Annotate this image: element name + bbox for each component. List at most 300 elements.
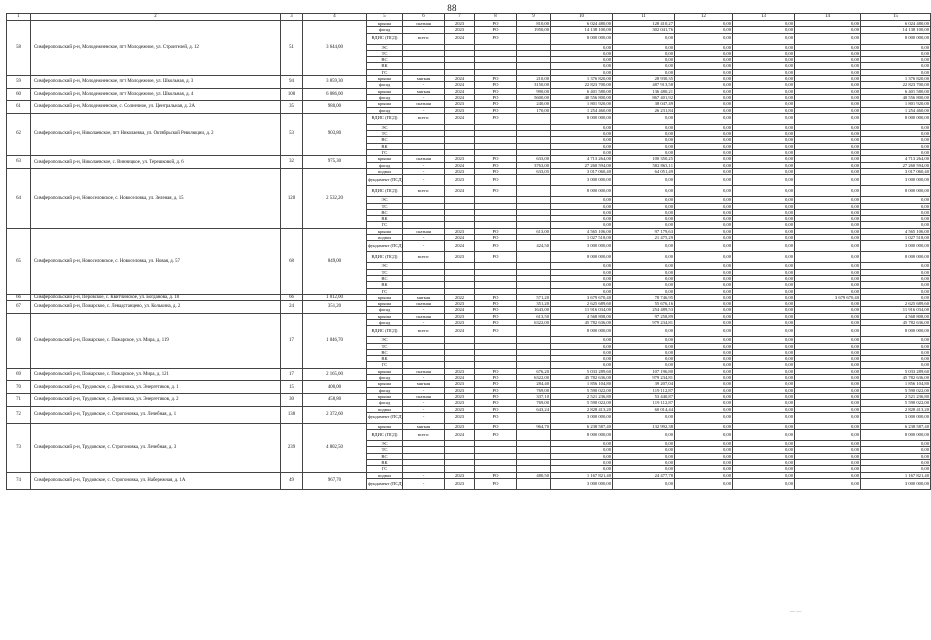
cell-col-9: 6322,00 xyxy=(517,319,551,325)
cell-col-5: крыша xyxy=(367,381,403,387)
apartments-count: 17 xyxy=(281,368,303,381)
cell-col-11: 0,00 xyxy=(613,275,675,281)
area-cell: 849,00 xyxy=(303,228,367,294)
cell-col-10: 0,00 xyxy=(551,263,613,269)
cell-col-5: фасад xyxy=(367,82,403,88)
cell-col-12: 0,00 xyxy=(675,326,733,337)
cell-col-13: 0,00 xyxy=(733,241,795,252)
cell-col-6: - xyxy=(403,319,445,325)
cell-col-5: крыша xyxy=(367,423,403,429)
cell-col-15: 40 556 800,00 xyxy=(861,94,931,100)
cell-col-10: 0,00 xyxy=(551,197,613,203)
cell-col-10: 5 033 289,60 xyxy=(551,368,613,374)
cell-col-15: 5 033 289,60 xyxy=(861,368,931,374)
cell-col-10: 8 000 000,00 xyxy=(551,186,613,197)
cell-col-12: 0,00 xyxy=(675,460,733,466)
cell-col-13: 0,00 xyxy=(733,356,795,362)
cell-col-12: 0,00 xyxy=(675,175,733,186)
cell-col-15: 0,00 xyxy=(861,137,931,143)
cell-col-7: 2024 xyxy=(445,307,475,313)
apartments-count: 17 xyxy=(281,313,303,368)
cell-col-9: 6322,00 xyxy=(517,375,551,381)
cell-col-9 xyxy=(517,175,551,186)
cell-col-11: 107 196,80 xyxy=(613,368,675,374)
cell-col-11: 26 231,84 xyxy=(613,107,675,113)
cell-col-8: РО xyxy=(475,241,517,252)
cell-col-11: 0,00 xyxy=(613,33,675,44)
cell-col-6: всего: xyxy=(403,326,445,337)
cell-col-11: 0,00 xyxy=(613,282,675,288)
cell-col-6: скатная xyxy=(403,313,445,319)
cell-col-9: 613,50 xyxy=(517,313,551,319)
cell-col-15: 0,00 xyxy=(861,294,931,300)
cell-col-6: - xyxy=(403,107,445,113)
cell-col-15: 2 828 413,20 xyxy=(861,406,931,412)
cell-col-11: 132 992,38 xyxy=(613,423,675,429)
cell-col-10: 0,00 xyxy=(551,447,613,453)
cell-col-15: 22 823 700,00 xyxy=(861,82,931,88)
apartments-count: 120 xyxy=(281,168,303,228)
cell-col-9 xyxy=(517,412,551,423)
cell-col-5: ЭС xyxy=(367,441,403,447)
cell-col-14: 0,00 xyxy=(795,313,861,319)
cell-col-5: крыша xyxy=(367,156,403,162)
cell-col-10: 6 238 587,40 xyxy=(551,423,613,429)
cell-col-5: подвал xyxy=(367,235,403,241)
cell-col-8: РО xyxy=(475,412,517,423)
cell-col-13: 0,00 xyxy=(733,423,795,429)
cell-col-5: ВДИС (ПСД) xyxy=(367,186,403,197)
row-number: 66 xyxy=(7,294,31,300)
cell-col-7: 2023 xyxy=(445,472,475,478)
cell-col-13: 0,00 xyxy=(733,33,795,44)
cell-col-10: 0,00 xyxy=(551,356,613,362)
cell-col-14: 0,00 xyxy=(795,319,861,325)
cell-col-8: РО xyxy=(475,27,517,33)
header-col-14: 14 xyxy=(795,14,861,21)
cell-col-12: 0,00 xyxy=(675,63,733,69)
cell-col-7: 2024 xyxy=(445,33,475,44)
cell-col-11: 0,00 xyxy=(613,263,675,269)
cell-col-6: скатная xyxy=(403,21,445,27)
cell-col-14: 0,00 xyxy=(795,82,861,88)
cell-col-7: 2024 xyxy=(445,235,475,241)
cell-col-12: 0,00 xyxy=(675,356,733,362)
cell-col-14: 0,00 xyxy=(795,76,861,82)
cell-col-11: 0,00 xyxy=(613,124,675,130)
cell-col-6: скатная xyxy=(403,393,445,399)
cell-col-10: 0,00 xyxy=(551,63,613,69)
cell-col-15: 1 376 820,00 xyxy=(861,76,931,82)
cell-col-5: ВДИС (ПСД) xyxy=(367,33,403,44)
cell-col-14: 0,00 xyxy=(795,375,861,381)
cell-col-8: РО xyxy=(475,175,517,186)
header-col-11: 11 xyxy=(613,14,675,21)
cell-col-6: - xyxy=(403,307,445,313)
apartments-count: 239 xyxy=(281,423,303,472)
cell-col-5: ЭС xyxy=(367,44,403,50)
cell-col-11: 0,00 xyxy=(613,349,675,355)
header-col-9: 9 xyxy=(517,14,551,21)
cell-col-14: 3 679 670,40 xyxy=(795,294,861,300)
cell-col-15: 0,00 xyxy=(861,216,931,222)
cell-col-5: ГС xyxy=(367,466,403,472)
cell-col-5: ВС xyxy=(367,275,403,281)
cell-col-15: 2 521 236,80 xyxy=(861,393,931,399)
cell-col-15: 0,00 xyxy=(861,362,931,368)
cell-col-15: 4 568 808,00 xyxy=(861,313,931,319)
cell-col-6: - xyxy=(403,472,445,478)
header-col-3: 3 xyxy=(281,14,303,21)
area-cell: 903,80 xyxy=(303,113,367,155)
cell-col-10: 1 856 104,80 xyxy=(551,381,613,387)
cell-col-12: 0,00 xyxy=(675,44,733,50)
cell-col-13: 0,00 xyxy=(733,235,795,241)
cell-col-8: РО xyxy=(475,423,517,429)
cell-col-7: 2023 xyxy=(445,387,475,393)
cell-col-12: 0,00 xyxy=(675,430,733,441)
apartments-count: 53 xyxy=(281,113,303,155)
cell-col-5: ВС xyxy=(367,209,403,215)
cell-col-8: РО xyxy=(475,430,517,441)
cell-col-15: 3 017 060,40 xyxy=(861,168,931,174)
cell-col-13: 0,00 xyxy=(733,143,795,149)
cell-col-13: 0,00 xyxy=(733,301,795,307)
cell-col-15: 0,00 xyxy=(861,131,931,137)
cell-col-13: 0,00 xyxy=(733,50,795,56)
cell-col-15: 0,00 xyxy=(861,263,931,269)
row-number: 65 xyxy=(7,228,31,294)
cell-col-15: 0,00 xyxy=(861,349,931,355)
cell-col-7: 2023 xyxy=(445,319,475,325)
cell-col-10: 3 679 670,40 xyxy=(551,294,613,300)
cell-col-11: 55 676,16 xyxy=(613,301,675,307)
cell-col-7: 2024 xyxy=(445,113,475,124)
cell-col-5: крыша xyxy=(367,368,403,374)
cell-col-15: 14 138 100,00 xyxy=(861,27,931,33)
cell-col-10: 0,00 xyxy=(551,282,613,288)
cell-col-12: 0,00 xyxy=(675,113,733,124)
cell-col-11: 60 014,44 xyxy=(613,406,675,412)
cell-col-14: 0,00 xyxy=(795,301,861,307)
cell-col-15: 1 856 104,80 xyxy=(861,381,931,387)
cell-col-12: 0,00 xyxy=(675,423,733,429)
cell-col-10: 4 568 808,00 xyxy=(551,313,613,319)
cell-col-14: 0,00 xyxy=(795,393,861,399)
cell-col-12: 0,00 xyxy=(675,441,733,447)
cell-col-10: 0,00 xyxy=(551,216,613,222)
cell-col-9: 769,00 xyxy=(517,400,551,406)
cell-col-15: 0,00 xyxy=(861,275,931,281)
cell-col-15: 0,00 xyxy=(861,337,931,343)
cell-col-5: ТС xyxy=(367,131,403,137)
cell-col-6: - xyxy=(403,400,445,406)
apartments-count: 32 xyxy=(281,156,303,169)
cell-col-14: 0,00 xyxy=(795,69,861,75)
cell-col-9: 643,24 xyxy=(517,406,551,412)
cell-col-13: 0,00 xyxy=(733,263,795,269)
cell-col-6: - xyxy=(403,478,445,489)
cell-col-13: 0,00 xyxy=(733,156,795,162)
cell-col-6: всего: xyxy=(403,33,445,44)
cell-col-14: 0,00 xyxy=(795,387,861,393)
row-number: 67 xyxy=(7,301,31,314)
cell-col-8: РО xyxy=(475,319,517,325)
cell-col-15: 8 000 000,00 xyxy=(861,33,931,44)
cell-col-5: фасад xyxy=(367,162,403,168)
cell-col-7: 2024 xyxy=(445,186,475,197)
cell-col-9: 1950,00 xyxy=(517,27,551,33)
cell-col-11: 64 051,49 xyxy=(613,168,675,174)
cell-col-11: 0,00 xyxy=(613,113,675,124)
cell-col-15: 3 000 000,00 xyxy=(861,412,931,423)
cell-col-6: всего: xyxy=(403,430,445,441)
cell-col-9 xyxy=(517,478,551,489)
cell-col-9: 769,00 xyxy=(517,387,551,393)
cell-col-12: 0,00 xyxy=(675,94,733,100)
address-cell: Симферопольский р-н, Молодежненское, пгт Молодежное, ул. Школьная, д. 3 xyxy=(31,76,281,89)
cell-col-5: фасад xyxy=(367,107,403,113)
cell-col-9: 3150,00 xyxy=(517,82,551,88)
cell-col-8: РО xyxy=(475,301,517,307)
cell-col-14: 0,00 xyxy=(795,113,861,124)
cell-col-14: 0,00 xyxy=(795,44,861,50)
cell-col-14: 0,00 xyxy=(795,186,861,197)
cell-col-12: 0,00 xyxy=(675,203,733,209)
cell-col-13: 0,00 xyxy=(733,21,795,27)
cell-col-10: 11 916 034,00 xyxy=(551,307,613,313)
cell-col-14: 0,00 xyxy=(795,150,861,156)
cell-col-13: 0,00 xyxy=(733,57,795,63)
cell-col-7: 2023 xyxy=(445,228,475,234)
cell-col-5: ВК xyxy=(367,282,403,288)
cell-col-12: 0,00 xyxy=(675,269,733,275)
cell-col-13: 0,00 xyxy=(733,362,795,368)
cell-col-7: 2024 xyxy=(445,375,475,381)
cell-col-13: 0,00 xyxy=(733,453,795,459)
cell-col-6: - xyxy=(403,162,445,168)
cell-col-7: 2024 xyxy=(445,326,475,337)
cell-col-13: 0,00 xyxy=(733,381,795,387)
cell-col-14: 0,00 xyxy=(795,263,861,269)
cell-col-11: 0,00 xyxy=(613,412,675,423)
cell-col-11: 38 047,49 xyxy=(613,101,675,107)
apartments-count: 35 xyxy=(281,101,303,114)
cell-col-12: 0,00 xyxy=(675,57,733,63)
address-cell: Симферопольский р-н, Молодежненское, пгт Молодежное, ул. Школьная, д. 4 xyxy=(31,88,281,101)
cell-col-13: 0,00 xyxy=(733,375,795,381)
cell-col-15: 3 000 000,00 xyxy=(861,175,931,186)
cell-col-14: 0,00 xyxy=(795,412,861,423)
cell-col-10: 0,00 xyxy=(551,362,613,368)
cell-col-14: 0,00 xyxy=(795,275,861,281)
cell-col-8: РО xyxy=(475,228,517,234)
cell-col-7: 2023 xyxy=(445,175,475,186)
cell-col-5: фасад xyxy=(367,387,403,393)
cell-col-13: 0,00 xyxy=(733,326,795,337)
cell-col-7: 2023 xyxy=(445,313,475,319)
cell-col-11: 254 489,53 xyxy=(613,307,675,313)
cell-col-14: 0,00 xyxy=(795,137,861,143)
cell-col-11: 0,00 xyxy=(613,343,675,349)
cell-col-6: мягкая xyxy=(403,381,445,387)
cell-col-11: 0,00 xyxy=(613,63,675,69)
cell-col-6: скатная xyxy=(403,368,445,374)
cell-col-10: 1 254 460,00 xyxy=(551,107,613,113)
cell-col-9: 170,00 xyxy=(517,107,551,113)
cell-col-15: 6 238 587,40 xyxy=(861,423,931,429)
cell-col-11: 39 207,04 xyxy=(613,381,675,387)
cell-col-6: всего: xyxy=(403,186,445,197)
cell-col-14: 0,00 xyxy=(795,131,861,137)
cell-col-6: скатная xyxy=(403,156,445,162)
cell-col-14: 0,00 xyxy=(795,406,861,412)
cell-col-5: фасад xyxy=(367,307,403,313)
cell-col-12: 0,00 xyxy=(675,406,733,412)
cell-col-12: 0,00 xyxy=(675,137,733,143)
area-cell: 6 086,00 xyxy=(303,88,367,101)
cell-col-8: РО xyxy=(475,326,517,337)
cell-col-15: 0,00 xyxy=(861,466,931,472)
apartments-count: 94 xyxy=(281,76,303,89)
cell-col-15: 8 000 000,00 xyxy=(861,113,931,124)
row-number: 73 xyxy=(7,423,31,472)
cell-col-14: 0,00 xyxy=(795,269,861,275)
cell-col-11: 78 746,95 xyxy=(613,294,675,300)
cell-col-10: 40 556 800,00 xyxy=(551,94,613,100)
cell-col-10: 0,00 xyxy=(551,209,613,215)
document-sheet xyxy=(6,13,929,490)
cell-col-5: ТС xyxy=(367,203,403,209)
cell-col-9 xyxy=(517,33,551,44)
cell-col-12: 0,00 xyxy=(675,143,733,149)
cell-col-10: 0,00 xyxy=(551,466,613,472)
cell-col-13: 0,00 xyxy=(733,197,795,203)
cell-col-14: 0,00 xyxy=(795,216,861,222)
cell-col-14: 0,00 xyxy=(795,307,861,313)
cell-col-6: мягкая xyxy=(403,423,445,429)
cell-col-8: РО xyxy=(475,162,517,168)
cell-col-6: мягкая xyxy=(403,88,445,94)
cell-col-10: 0,00 xyxy=(551,44,613,50)
cell-col-15: 8 000 000,00 xyxy=(861,430,931,441)
cell-col-13: 0,00 xyxy=(733,430,795,441)
cell-col-7: 2023 xyxy=(445,301,475,307)
cell-col-7: 2024 xyxy=(445,82,475,88)
cell-col-13: 0,00 xyxy=(733,101,795,107)
cell-col-12: 0,00 xyxy=(675,307,733,313)
header-row xyxy=(7,14,931,21)
cell-col-12: 0,00 xyxy=(675,313,733,319)
cell-col-11: 0,00 xyxy=(613,362,675,368)
cell-col-14: 0,00 xyxy=(795,252,861,263)
cell-col-5: фундамент (ПСД) xyxy=(367,241,403,252)
area-cell: 1 046,70 xyxy=(303,313,367,368)
row-number: 63 xyxy=(7,156,31,169)
cell-col-12: 0,00 xyxy=(675,82,733,88)
cell-col-15: 4 565 106,00 xyxy=(861,228,931,234)
cell-col-15: 0,00 xyxy=(861,282,931,288)
cell-col-12: 0,00 xyxy=(675,21,733,27)
cell-col-8: РО xyxy=(475,33,517,44)
row-number: 74 xyxy=(7,472,31,489)
cell-col-7: 2024 xyxy=(445,88,475,94)
cell-col-12: 0,00 xyxy=(675,156,733,162)
cell-col-11: 0,00 xyxy=(613,203,675,209)
cell-col-10: 8 000 000,00 xyxy=(551,33,613,44)
cell-col-12: 0,00 xyxy=(675,252,733,263)
cell-col-10: 4 713 264,00 xyxy=(551,156,613,162)
header-col-8: 8 xyxy=(475,14,517,21)
cell-col-13: 0,00 xyxy=(733,82,795,88)
cell-col-14: 0,00 xyxy=(795,168,861,174)
cell-col-10: 5 590 022,00 xyxy=(551,387,613,393)
cell-col-11: 0,00 xyxy=(613,186,675,197)
cell-col-10: 3 000 000,00 xyxy=(551,241,613,252)
cell-col-7: 2023 xyxy=(445,400,475,406)
row-number: 61 xyxy=(7,101,31,114)
cell-col-13: 0,00 xyxy=(733,162,795,168)
cell-col-15: 0,00 xyxy=(861,460,931,466)
cell-col-13: 0,00 xyxy=(733,137,795,143)
cell-col-9: 480,50 xyxy=(517,472,551,478)
scan-mark: — — xyxy=(790,610,802,615)
cell-col-13: 0,00 xyxy=(733,307,795,313)
cell-col-11: 0,00 xyxy=(613,269,675,275)
cell-col-14: 0,00 xyxy=(795,27,861,33)
cell-col-9: 810,00 xyxy=(517,21,551,27)
cell-col-10: 2 521 236,80 xyxy=(551,393,613,399)
cell-col-13: 0,00 xyxy=(733,44,795,50)
cell-col-13: 0,00 xyxy=(733,150,795,156)
cell-col-9: 613,00 xyxy=(517,228,551,234)
cell-col-9: 337,10 xyxy=(517,393,551,399)
cell-col-15: 0,00 xyxy=(861,288,931,294)
cell-col-6: - xyxy=(403,27,445,33)
cell-col-6: скатная xyxy=(403,301,445,307)
cell-col-12: 0,00 xyxy=(675,275,733,281)
cell-col-14: 0,00 xyxy=(795,472,861,478)
cell-col-13: 0,00 xyxy=(733,275,795,281)
cell-col-12: 0,00 xyxy=(675,241,733,252)
cell-col-8: РО xyxy=(475,101,517,107)
cell-col-10: 0,00 xyxy=(551,349,613,355)
header-col-4: 4 xyxy=(303,14,367,21)
cell-col-11: 0,00 xyxy=(613,441,675,447)
header-col-2: 2 xyxy=(31,14,281,21)
cell-col-8: РО xyxy=(475,375,517,381)
cell-col-12: 0,00 xyxy=(675,222,733,228)
cell-col-8: РО xyxy=(475,307,517,313)
cell-col-12: 0,00 xyxy=(675,124,733,130)
cell-col-14: 0,00 xyxy=(795,222,861,228)
cell-col-10: 8 000 000,00 xyxy=(551,252,613,263)
cell-col-11: 97 258,89 xyxy=(613,313,675,319)
cell-col-12: 0,00 xyxy=(675,150,733,156)
cell-col-10: 8 000 000,00 xyxy=(551,430,613,441)
cell-col-14: 0,00 xyxy=(795,343,861,349)
cell-col-5: фундамент (ПСД) xyxy=(367,175,403,186)
apartments-count: 24 xyxy=(281,301,303,314)
header-col-1: 1 xyxy=(7,14,31,21)
cell-col-14: 0,00 xyxy=(795,21,861,27)
cell-col-5: ЭС xyxy=(367,197,403,203)
cell-col-10: 0,00 xyxy=(551,222,613,228)
cell-col-13: 0,00 xyxy=(733,400,795,406)
cell-col-11: 0,00 xyxy=(613,44,675,50)
area-cell: 2 532,20 xyxy=(303,168,367,228)
cell-col-10: 0,00 xyxy=(551,50,613,56)
